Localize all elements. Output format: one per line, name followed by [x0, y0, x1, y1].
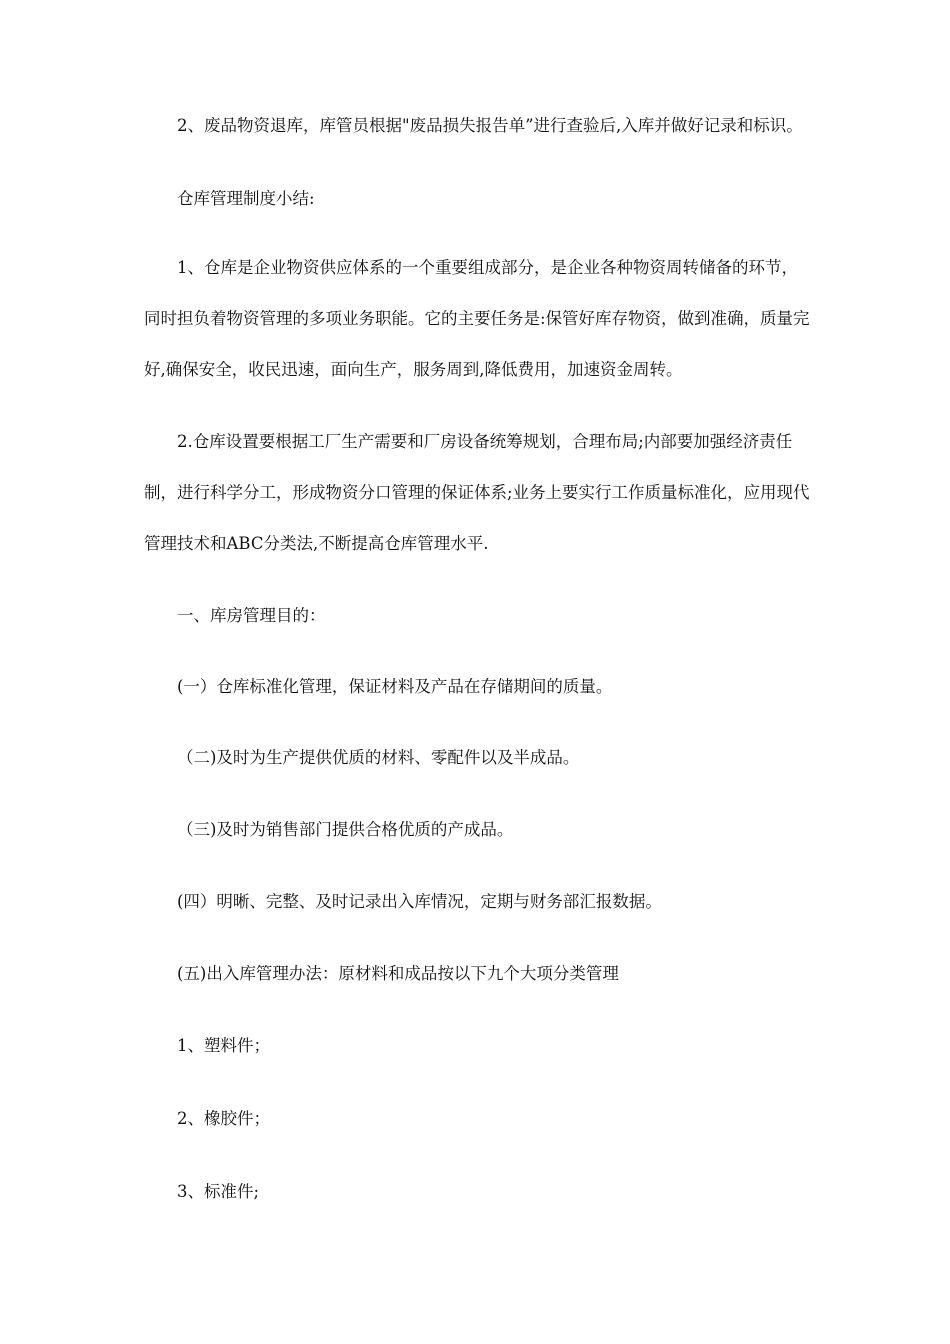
heading-warehouse-purpose: 一、库房管理目的：: [177, 606, 326, 625]
list-item-purpose-2: （二)及时为生产提供优质的材料、零配件以及半成品。: [177, 748, 580, 767]
heading-summary: 仓库管理制度小结:: [177, 189, 315, 208]
paragraph-summary-2: 2.仓库设置要根据工厂生产需要和厂房设备统筹规划，合理布局;内部要加强经济责任制，进行科学分工，形成物资分口管理的保证体系;业务上要实行工作质量标准化，应用现代管理技术和ABC分类法,不断提高仓库管理水平.: [144, 432, 810, 553]
paragraph-summary-1: 1、仓库是企业物资供应体系的一个重要组成部分，是企业各种物资周转储备的环节，同时担负着物资管理的多项业务职能。它的主要任务是:保管好库存物资，做到准确，质量完好,确保安全，收民迅速，面向生产，服务周到,降低费用，加速资金周转。: [144, 258, 810, 379]
list-item-category-2: 2、橡胶件；: [177, 1109, 270, 1128]
list-item-purpose-3: （三)及时为销售部门提供合格优质的产成品。: [177, 820, 514, 839]
list-item-purpose-5: (五)出入库管理办法：原材料和成品按以下九个大项分类管理: [177, 964, 619, 983]
paragraph-scrap-return: 2、废品物资退库，库管员根据"废品损失报告单”进行查验后,入库并做好记录和标识。: [177, 116, 803, 135]
list-item-purpose-4: (四）明晰、完整、及时记录出入库情况，定期与财务部汇报数据。: [177, 892, 662, 911]
list-item-category-1: 1、塑料件；: [177, 1036, 270, 1055]
list-item-category-3: 3、标准件;: [177, 1182, 260, 1201]
list-item-purpose-1: (一）仓库标准化管理，保证材料及产品在存储期间的质量。: [177, 677, 613, 696]
